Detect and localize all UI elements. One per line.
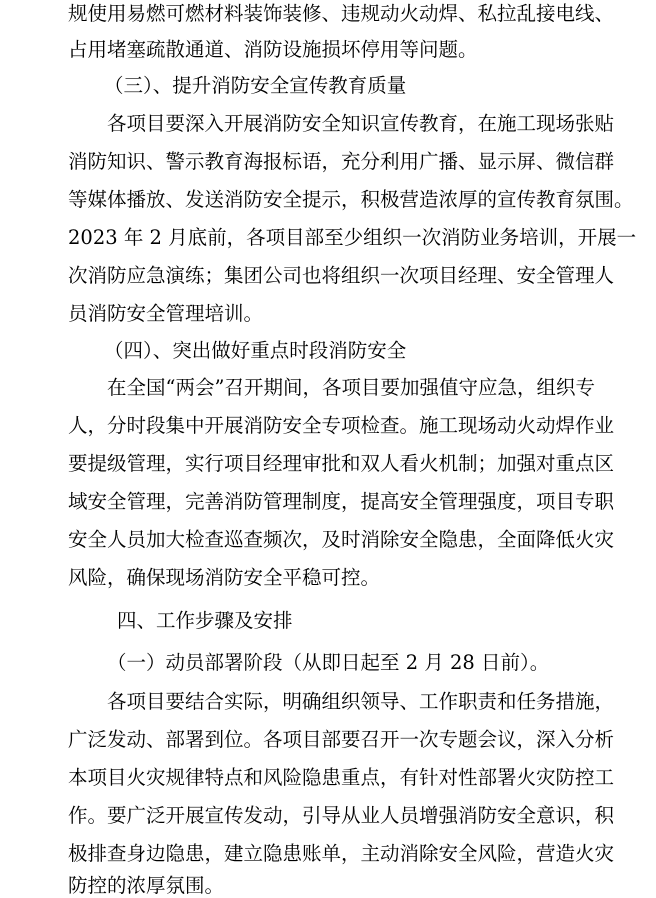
body-text-line: 要提级管理，实行项目经理审批和双人看火机制；加强对重点区 [68,452,615,475]
body-text-line: 域安全管理，完善消防管理制度，提高安全管理强度，项目专职 [68,490,615,513]
section-heading: （三）、提升消防安全宣传教育质量 [104,74,407,97]
body-text-line: 人，分时段集中开展消防安全专项检查。施工现场动火动焊作业 [68,414,615,437]
subsection-heading: （一）动员部署阶段（从即日起至 2 月 28 日前）。 [107,651,550,674]
body-text-line: 作。要广泛开展宣传发动，引导从业人员增强消防安全意识，积 [68,804,615,827]
body-text-line: 员消防安全管理培训。 [68,302,264,325]
body-text-line: 占用堵塞疏散通道、消防设施损坏停用等问题。 [68,38,478,61]
paragraph-first-line: 在全国“两会”召开期间，各项目要加强值守应急，组织专 [107,376,595,399]
body-text-line: 等媒体播放、发送消防安全提示，积极营造浓厚的宣传教育氛围。 [68,188,634,211]
body-text-line: 广泛发动、部署到位。各项目部要召开一次专题会议，深入分析 [68,728,615,751]
body-text-line: 安全人员加大检查巡查频次，及时消除安全隐患，全面降低火灾 [68,528,615,551]
body-text-line: 极排查身边隐患，建立隐患账单，主动消除安全风险，营造火灾 [68,842,615,865]
body-text-line: 2023 年 2 月底前，各项目部至少组织一次消防业务培训，开展一 [68,226,637,249]
body-text-line: 消防知识、警示教育海报标语，充分利用广播、显示屏、微信群 [68,150,615,173]
body-text-line: 风险，确保现场消防安全平稳可控。 [68,566,381,589]
paragraph-first-line: 各项目要深入开展消防安全知识宣传教育，在施工现场张贴 [107,112,615,135]
body-text-line: 本项目火灾规律特点和风险隐患重点，有针对性部署火灾防控工 [68,766,615,789]
paragraph-first-line: 各项目要结合实际，明确组织领导、工作职责和任务措施， [107,690,615,713]
body-text-line: 规使用易燃可燃材料装饰装修、违规动火动焊、私拉乱接电线、 [68,2,615,25]
body-text-line: 防控的浓厚氛围。 [68,874,225,897]
chapter-heading: 四、工作步骤及安排 [117,609,293,632]
section-heading: （四）、突出做好重点时段消防安全 [104,339,407,362]
body-text-line: 次消防应急演练；集团公司也将组织一次项目经理、安全管理人 [68,264,615,287]
